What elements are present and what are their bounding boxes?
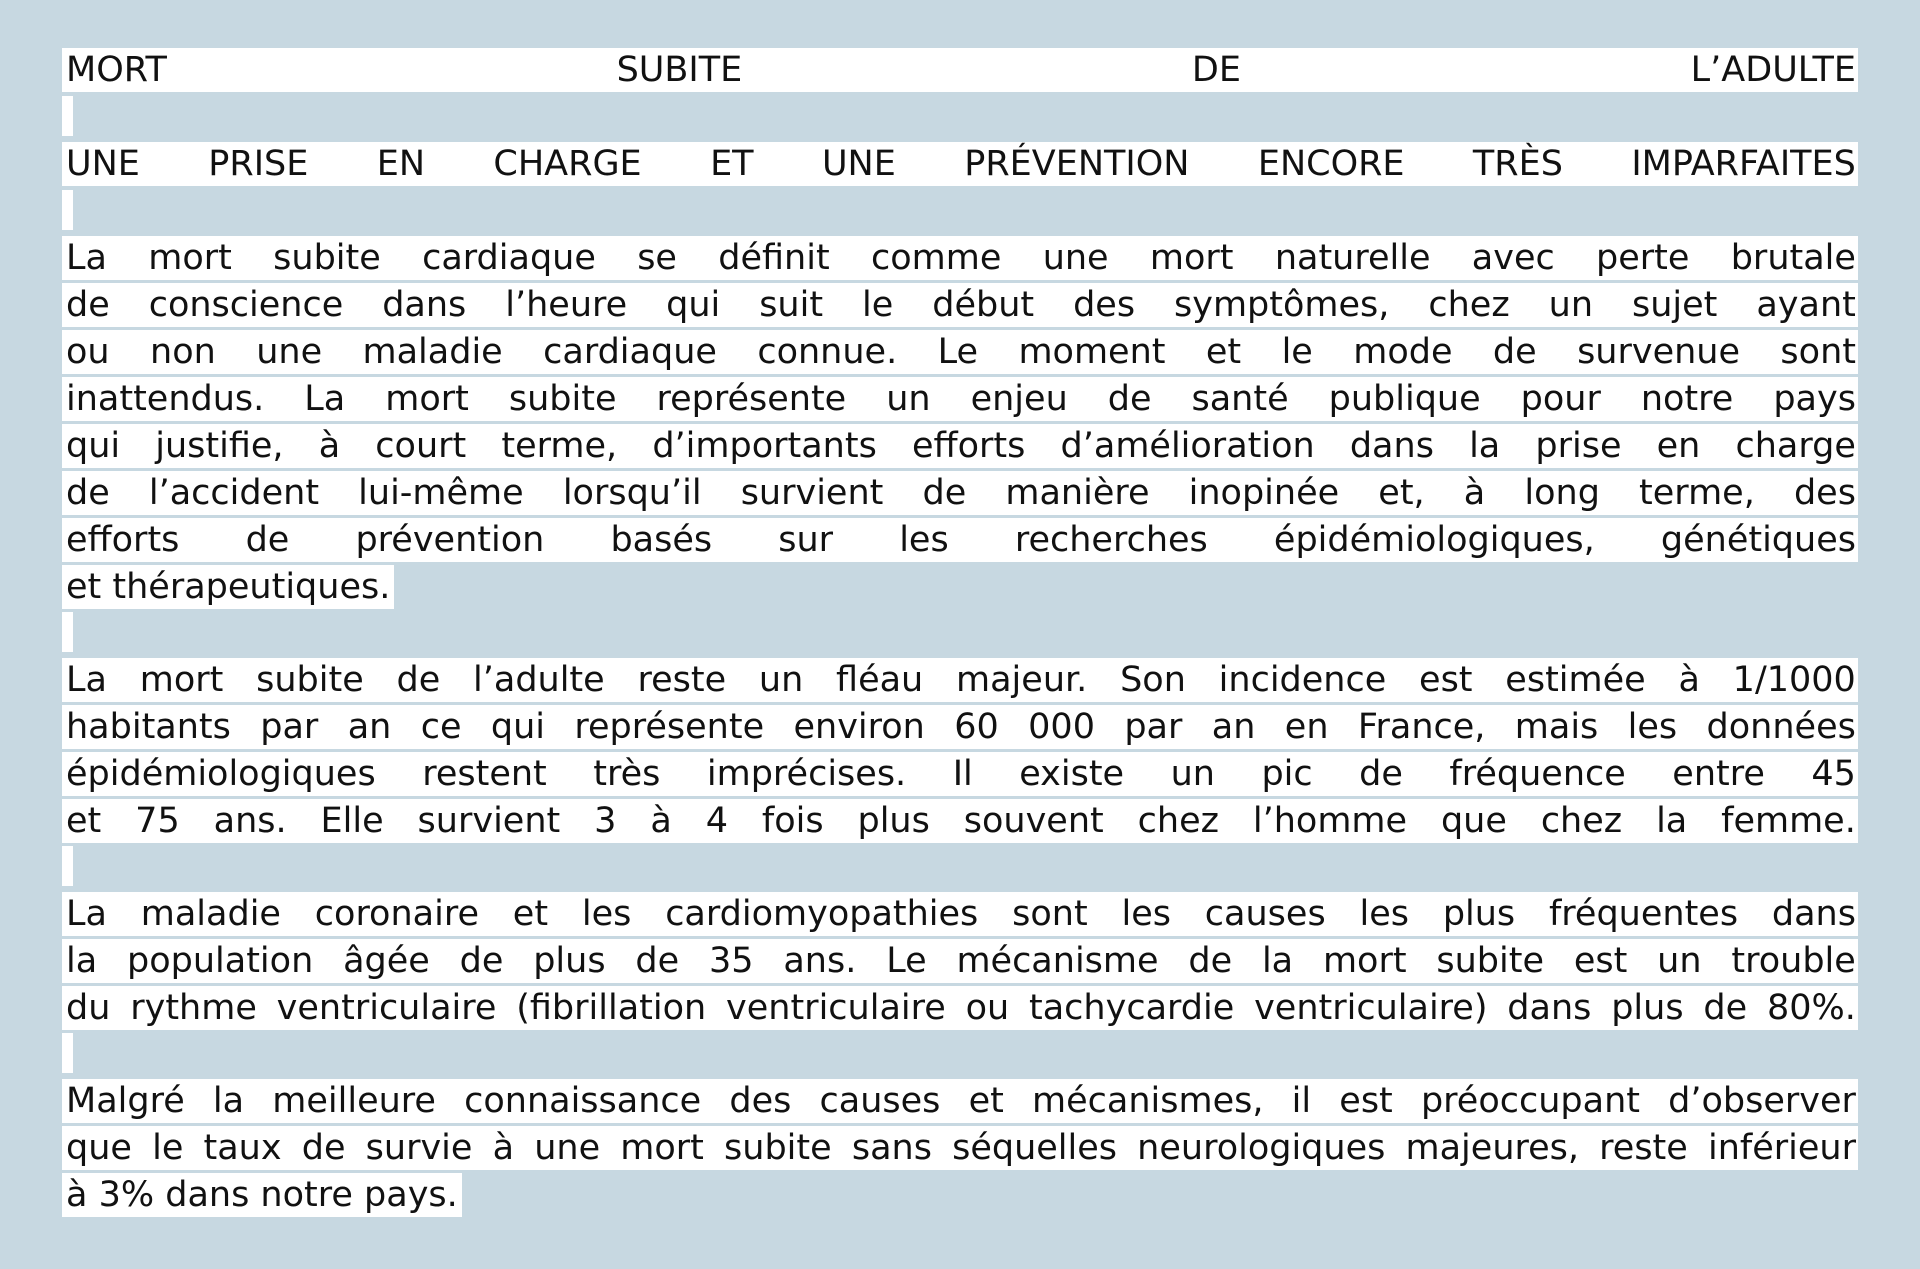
word: et [968,1081,1004,1121]
paragraph-line [62,283,1858,327]
paragraph-line [62,705,1858,749]
word: Il [952,754,973,794]
word: et [66,801,102,841]
paragraph-line [62,892,1858,936]
word: terme, [501,426,618,466]
word: 35 [708,941,754,981]
word: majeur. [956,660,1088,700]
word: chez [1137,801,1219,841]
word: ce [420,707,462,747]
word: le [862,285,894,325]
word: PRÉVENTION [964,144,1190,184]
word: génétiques [1660,520,1856,560]
word: environ [793,707,925,747]
word: est [1573,941,1628,981]
word: chez [1428,285,1510,325]
word: préoccupant [1420,1081,1640,1121]
word: court [375,426,467,466]
word: est [1339,1081,1393,1121]
word: mort [148,238,232,278]
word: La [66,660,107,700]
word: TRÈS [1472,144,1563,184]
word: sujet [1631,285,1718,325]
word: plus [1611,988,1684,1028]
paragraph-line: à 3% dans notre pays. [62,1173,462,1217]
word: notre [1640,379,1734,419]
word: basés [610,520,713,560]
word: l’accident [148,473,320,513]
word: un [758,660,804,700]
word: estimée [1505,660,1646,700]
word: de [396,660,441,700]
word: souvent [963,801,1104,841]
word: meilleure [272,1081,436,1121]
word: à [318,426,341,466]
line-spacer [62,612,73,652]
word: cardiaque [543,332,717,372]
word: L’ADULTE [1690,50,1856,90]
word: subite [508,379,617,419]
word: d’amélioration [1060,426,1315,466]
word: dans [1771,894,1856,934]
word: par [1124,707,1183,747]
word: de [1359,754,1403,794]
word: dans [382,285,467,325]
word: des [1793,473,1856,513]
word: et [512,894,549,934]
word: dans [1349,426,1434,466]
word: mort [385,379,469,419]
word: Le [886,941,927,981]
word: épidémiologiques, [1273,520,1595,560]
word: chez [1540,801,1623,841]
word: pic [1261,754,1313,794]
word: de [1492,332,1537,372]
word: survie [365,1128,473,1168]
word: un [1657,941,1702,981]
paragraph-line [62,471,1858,515]
word: Le [937,332,979,372]
word: cardiomyopathies [665,894,979,934]
word: PRISE [208,144,309,184]
word: 80%. [1766,988,1856,1028]
paragraph-line [62,986,1858,1030]
word: survenue [1577,332,1741,372]
word: de [922,473,967,513]
word: ou [965,988,1010,1028]
word: La [66,894,107,934]
word: ventriculaire [276,988,497,1028]
word: habitants [66,707,231,747]
word: mort [1322,941,1407,981]
word: MORT [66,50,167,90]
word: de [245,520,290,560]
word: de [66,473,110,513]
word: de [635,941,680,981]
word: 4 [705,801,728,841]
word: ENCORE [1257,144,1405,184]
word: 60 [954,707,999,747]
word: de [1107,379,1152,419]
word: des [1073,285,1136,325]
word: connue. [757,332,898,372]
word: ventriculaire) [1254,988,1488,1028]
word: très [593,754,661,794]
word: maladie [140,894,281,934]
word: qui [490,707,545,747]
word: maladie [362,332,503,372]
word: données [1706,707,1856,747]
word: mais [1514,707,1599,747]
word: qui [66,426,121,466]
word: mécanisme [956,941,1159,981]
word: dans [1507,988,1592,1028]
word: existe [1019,754,1125,794]
word: des [729,1081,792,1121]
word: terme, [1639,473,1755,513]
word: inopinée [1188,473,1340,513]
word: symptômes, [1174,285,1390,325]
word: le [1281,332,1313,372]
word: la [66,941,98,981]
word: de [1703,988,1748,1028]
word: mécanismes, [1032,1081,1264,1121]
word: les [1121,894,1171,934]
word: ventriculaire [726,988,946,1028]
word: subite [724,1128,832,1168]
word: de [459,941,504,981]
paragraph-line: et thérapeutiques. [62,565,394,609]
word: suit [759,285,824,325]
word: efforts [66,520,180,560]
word: par [260,707,319,747]
word: pour [1520,379,1601,419]
word: fléau [836,660,924,700]
word: naturelle [1274,238,1431,278]
word: 1/1000 [1732,660,1856,700]
word: an [347,707,392,747]
word: en [1284,707,1329,747]
word: femme. [1721,801,1856,841]
word: population [127,941,314,981]
word: un [1548,285,1594,325]
word: UNE [821,144,896,184]
word: il [1291,1081,1312,1121]
word: se [637,238,677,278]
word: épidémiologiques [66,754,376,794]
word: fréquentes [1548,894,1739,934]
word: une [1042,238,1109,278]
line-spacer [62,190,73,230]
word: imprécises. [706,754,907,794]
document-subtitle [62,142,1858,186]
word: l’adulte [473,660,605,700]
word: 3 [594,801,617,841]
word: neurologiques [1137,1128,1386,1168]
word: causes [1204,894,1326,934]
word: que [66,1128,132,1168]
word: IMPARFAITES [1631,144,1856,184]
paragraph-line [62,799,1858,843]
word: (fibrillation [516,988,707,1028]
word: moment [1018,332,1166,372]
word: ans. [213,801,287,841]
word: ou [66,332,110,372]
word: d’observer [1668,1081,1856,1121]
word: les [1627,707,1678,747]
line-spacer [62,846,73,886]
word: subite [256,660,364,700]
word: les [899,520,949,560]
word: mort [620,1128,704,1168]
word: représente [574,707,765,747]
word: la [1656,801,1688,841]
word: pays [1773,379,1856,419]
paragraph-line [62,1079,1858,1123]
word: reste [1599,1128,1688,1168]
word: et [1205,332,1242,372]
word: cardiaque [422,238,596,278]
word: manière [1005,473,1150,513]
paragraph-line [62,1126,1858,1170]
word: perte [1596,238,1690,278]
word: d’importants [652,426,877,466]
word: Malgré [66,1081,185,1121]
word: comme [871,238,1002,278]
word: prise [1535,426,1622,466]
word: publique [1328,379,1481,419]
word: la [1469,426,1501,466]
word: restent [422,754,547,794]
word: sont [1012,894,1088,934]
word: survient [417,801,561,841]
word: recherches [1014,520,1208,560]
word: les [1359,894,1409,934]
word: l’homme [1252,801,1408,841]
word: CHARGE [493,144,642,184]
word: an [1211,707,1256,747]
word: à [650,801,672,841]
word: fois [761,801,824,841]
word: entre [1672,754,1765,794]
word: majeures, [1405,1128,1580,1168]
paragraph-line [62,752,1858,796]
word: ayant [1756,285,1856,325]
paragraph-line [62,658,1858,702]
word: représente [656,379,847,419]
line-spacer [62,96,73,136]
word: la [212,1081,245,1121]
word: tachycardie [1029,988,1235,1028]
word: et, [1378,473,1425,513]
word: sont [1780,332,1856,372]
word: plus [857,801,930,841]
word: du [66,988,111,1028]
word: prévention [355,520,545,560]
word: de [66,285,110,325]
word: plus [1442,894,1516,934]
word: efforts [911,426,1026,466]
word: mode [1353,332,1453,372]
word: charge [1735,426,1856,466]
word: définit [718,238,830,278]
word: taux [203,1128,282,1168]
paragraph-line [62,939,1858,983]
word: brutale [1730,238,1856,278]
word: à [492,1128,515,1168]
word: la [1261,941,1294,981]
word: La [66,238,107,278]
word: rythme [130,988,257,1028]
word: non [150,332,216,372]
word: reste [637,660,727,700]
paragraph-line [62,236,1858,280]
word: l’heure [505,285,628,325]
word: de [301,1128,346,1168]
word: à [1463,473,1486,513]
word: un [1170,754,1215,794]
word: une [256,332,323,372]
word: de [1188,941,1233,981]
word: âgée [343,941,430,981]
word: le [152,1128,184,1168]
word: début [932,285,1035,325]
word: subite [1436,941,1545,981]
word: enjeu [970,379,1068,419]
word: survient [740,473,884,513]
word: long [1524,473,1600,513]
document-title [62,48,1858,92]
word: lorsqu’il [562,473,702,513]
word: subite [273,238,381,278]
word: santé [1191,379,1289,419]
paragraph-line [62,377,1858,421]
word: sans [851,1128,932,1168]
paragraph-line [62,330,1858,374]
line-spacer [62,1033,73,1073]
word: plus [533,941,606,981]
word: connaissance [464,1081,702,1121]
word: une [534,1128,601,1168]
word: inférieur [1707,1128,1856,1168]
word: est [1419,660,1473,700]
word: mort [139,660,224,700]
word: La [304,379,346,419]
word: ans. [783,941,857,981]
word: coronaire [314,894,479,934]
word: Son [1120,660,1186,700]
word: France, [1357,707,1486,747]
word: mort [1149,238,1234,278]
word: fréquence [1449,754,1626,794]
word: EN [376,144,426,184]
word: qui [666,285,721,325]
paragraph-line [62,518,1858,562]
word: UNE [66,144,140,184]
word: inattendus. [66,379,265,419]
word: 000 [1028,707,1095,747]
paragraph-line [62,424,1858,468]
word: séquelles [952,1128,1118,1168]
word: 45 [1811,754,1856,794]
word: 75 [135,801,180,841]
word: les [581,894,632,934]
word: SUBITE [616,50,743,90]
word: ET [710,144,754,184]
word: incidence [1218,660,1387,700]
word: Elle [320,801,384,841]
word: à [1678,660,1700,700]
word: trouble [1731,941,1856,981]
word: justifie, [155,426,284,466]
word: avec [1471,238,1555,278]
word: causes [819,1081,941,1121]
word: un [886,379,931,419]
word: que [1440,801,1507,841]
word: conscience [148,285,344,325]
word: en [1656,426,1701,466]
word: lui-même [358,473,524,513]
word: DE [1191,50,1241,90]
word: sur [778,520,834,560]
